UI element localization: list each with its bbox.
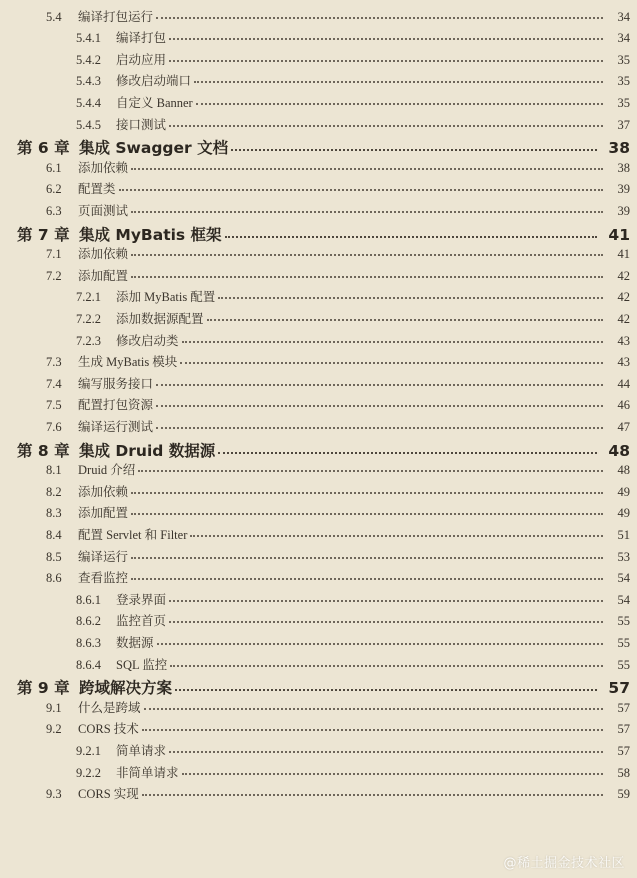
toc-entry-section	[0, 6, 637, 25]
toc-title: 添加依赖	[78, 247, 129, 262]
toc-number: 第 7 章	[17, 225, 70, 244]
toc-number: 5.4.2	[76, 52, 101, 67]
toc-number: 7.2.2	[76, 311, 101, 326]
toc-entry-section	[0, 200, 637, 219]
dot-leader	[131, 198, 603, 213]
toc-number: 7.1	[46, 247, 62, 262]
dot-leader	[169, 26, 603, 41]
toc-number: 9.3	[46, 787, 62, 802]
toc-title: 修改启动端口	[116, 74, 192, 89]
toc-entry-section	[0, 395, 637, 414]
toc-page-number: 48	[617, 463, 630, 478]
toc-page-number: 37	[617, 117, 630, 132]
toc-entry-subsection	[0, 654, 637, 673]
toc-entry-section	[0, 352, 637, 371]
toc-entry-subsection	[0, 611, 637, 630]
toc-entry-section	[0, 373, 637, 392]
dot-leader	[144, 695, 603, 710]
toc-entry-subsection	[0, 28, 637, 47]
toc-entry-section	[0, 697, 637, 716]
watermark: @稀土掘金技术社区	[503, 856, 625, 871]
toc-page-number: 55	[617, 614, 630, 629]
dot-leader	[169, 609, 603, 624]
dot-leader	[131, 501, 603, 516]
toc-page-number: 35	[617, 52, 630, 67]
dot-leader	[194, 69, 603, 84]
toc-title: 集成 Swagger 文档	[79, 139, 229, 158]
toc-title: 数据源	[116, 635, 154, 650]
toc-title: 非简单请求	[116, 765, 179, 780]
toc-page-number: 42	[617, 311, 630, 326]
toc-number: 8.6.1	[76, 592, 101, 607]
toc-number: 8.2	[46, 484, 62, 499]
dot-leader	[182, 760, 603, 775]
dot-leader	[138, 458, 603, 473]
toc-entry-subsection	[0, 114, 637, 133]
dot-leader	[190, 522, 603, 537]
toc-title: 跨域解决方案	[79, 679, 173, 698]
toc-title: 自定义 Banner	[116, 95, 193, 110]
toc-title: 生成 MyBatis 模块	[78, 355, 178, 370]
toc-number: 5.4.1	[76, 31, 101, 46]
toc-entry-section	[0, 179, 637, 198]
dot-leader	[175, 674, 597, 692]
toc-page-number: 55	[617, 635, 630, 650]
toc-title: CORS 技术	[78, 722, 139, 737]
toc-number: 5.4.4	[76, 95, 101, 110]
toc-page-number: 57	[608, 679, 630, 698]
toc-entry-section	[0, 524, 637, 543]
dot-leader	[169, 112, 603, 127]
toc-number: 6.1	[46, 160, 62, 175]
dot-leader	[156, 4, 603, 19]
toc-number: 7.5	[46, 398, 62, 413]
toc-page-number: 59	[617, 787, 630, 802]
toc-title: 编写服务接口	[78, 376, 154, 391]
toc-title: 编译运行测试	[78, 419, 154, 434]
toc-number: 9.2.1	[76, 743, 101, 758]
toc-entry-section	[0, 460, 637, 479]
dot-leader	[218, 436, 597, 454]
toc-page-number: 47	[617, 419, 630, 434]
toc-entry-subsection	[0, 308, 637, 327]
toc-title: 添加数据源配置	[116, 311, 204, 326]
toc-page-number: 55	[617, 657, 630, 672]
toc-title: 启动应用	[116, 52, 167, 67]
toc-entry-subsection	[0, 589, 637, 608]
toc-number: 5.4.3	[76, 74, 101, 89]
toc-number: 8.4	[46, 527, 62, 542]
toc-page-number: 49	[617, 484, 630, 499]
dot-leader	[156, 414, 603, 429]
toc-page-number: 39	[617, 182, 630, 197]
toc-page-number: 49	[617, 506, 630, 521]
toc-number: 8.5	[46, 549, 62, 564]
toc-entry-section	[0, 503, 637, 522]
dot-leader	[131, 155, 603, 170]
toc-title: 配置 Servlet 和 Filter	[78, 527, 188, 542]
toc-number: 5.4.5	[76, 117, 101, 132]
toc-page-number: 54	[617, 592, 630, 607]
toc-page-number: 38	[608, 139, 630, 158]
toc-number: 9.1	[46, 700, 62, 715]
dot-leader	[169, 738, 603, 753]
toc-number: 8.6.3	[76, 635, 101, 650]
toc-page-number: 43	[617, 333, 630, 348]
dot-leader	[156, 371, 603, 386]
dot-leader	[156, 393, 603, 408]
dot-leader	[169, 47, 603, 62]
dot-leader	[131, 263, 603, 278]
toc-number: 8.3	[46, 506, 62, 521]
toc-number: 7.6	[46, 419, 62, 434]
toc-page-number: 51	[617, 527, 630, 542]
toc-number: 7.4	[46, 376, 62, 391]
toc-entry-section	[0, 784, 637, 803]
dot-leader	[196, 90, 603, 105]
dot-leader	[231, 134, 597, 152]
toc-title: 查看监控	[78, 571, 129, 586]
toc-page-number: 58	[617, 765, 630, 780]
toc-page-number: 57	[617, 722, 630, 737]
dot-leader	[131, 544, 603, 559]
toc-number: 7.2.3	[76, 333, 101, 348]
toc-title: 集成 MyBatis 框架	[79, 225, 222, 244]
toc-entry-section	[0, 244, 637, 263]
toc-number: 5.4	[46, 9, 62, 24]
toc-title: 接口测试	[116, 117, 167, 132]
toc-title: 添加依赖	[78, 160, 129, 175]
toc-page-number: 42	[617, 268, 630, 283]
toc-entry-subsection	[0, 287, 637, 306]
toc-number: 第 6 章	[17, 139, 70, 158]
toc-title: 修改启动类	[116, 333, 179, 348]
dot-leader	[225, 220, 597, 238]
toc-title: 监控首页	[116, 614, 167, 629]
toc-title: CORS 实现	[78, 787, 139, 802]
toc-title: 简单请求	[116, 743, 167, 758]
toc-page-number: 43	[617, 355, 630, 370]
toc-number: 7.3	[46, 355, 62, 370]
toc-entry-section	[0, 265, 637, 284]
dot-leader	[157, 630, 603, 645]
toc-page-number: 35	[617, 74, 630, 89]
toc-page-number: 41	[608, 225, 630, 244]
dot-leader	[131, 566, 603, 581]
toc-title: 配置类	[78, 182, 116, 197]
toc-entry-subsection	[0, 762, 637, 781]
dot-leader	[119, 177, 603, 192]
toc-title: 配置打包资源	[78, 398, 154, 413]
toc-title: 页面测试	[78, 203, 129, 218]
toc-page-number: 34	[617, 31, 630, 46]
toc-number: 9.2	[46, 722, 62, 737]
toc-entry-section	[0, 546, 637, 565]
toc-title: 编译打包	[116, 31, 167, 46]
toc-page-number: 46	[617, 398, 630, 413]
toc-entry-section	[0, 568, 637, 587]
toc-page-number: 48	[608, 441, 630, 460]
dot-leader	[180, 350, 603, 365]
toc-title: 添加依赖	[78, 484, 129, 499]
toc-title: Druid 介绍	[78, 463, 136, 478]
toc-title: 什么是跨域	[78, 700, 141, 715]
toc-entry-subsection	[0, 632, 637, 651]
toc-number: 6.2	[46, 182, 62, 197]
toc-title: SQL 监控	[116, 657, 168, 672]
toc-page-number: 34	[617, 9, 630, 24]
toc-page-number: 35	[617, 95, 630, 110]
toc-number: 第 9 章	[17, 679, 70, 698]
toc-title: 添加 MyBatis 配置	[116, 290, 216, 305]
toc-title: 添加配置	[78, 268, 129, 283]
toc-page-number: 57	[617, 743, 630, 758]
toc-entry-section	[0, 416, 637, 435]
toc-page-number: 53	[617, 549, 630, 564]
toc-entry-section	[0, 481, 637, 500]
toc-entry-subsection	[0, 49, 637, 68]
dot-leader	[142, 782, 603, 797]
toc-number: 9.2.2	[76, 765, 101, 780]
toc-number: 7.2	[46, 268, 62, 283]
toc-entry-section	[0, 719, 637, 738]
toc-title: 集成 Druid 数据源	[79, 441, 216, 460]
toc-entry-section	[0, 157, 637, 176]
toc-title: 登录界面	[116, 592, 167, 607]
toc-number: 8.6.4	[76, 657, 101, 672]
dot-leader	[131, 242, 603, 257]
toc-entry-subsection	[0, 740, 637, 759]
toc-number: 8.6.2	[76, 614, 101, 629]
toc-title: 添加配置	[78, 506, 129, 521]
dot-leader	[170, 652, 603, 667]
toc-number: 7.2.1	[76, 290, 101, 305]
toc-entry-subsection	[0, 330, 637, 349]
dot-leader	[131, 479, 603, 494]
toc-page-number: 41	[617, 247, 630, 262]
toc-page-number: 42	[617, 290, 630, 305]
toc-number: 8.1	[46, 463, 62, 478]
dot-leader	[169, 587, 603, 602]
toc-entry-subsection	[0, 71, 637, 90]
toc-page-number: 44	[617, 376, 630, 391]
dot-leader	[207, 306, 603, 321]
dot-leader	[142, 717, 603, 732]
toc-title: 编译运行	[78, 549, 129, 564]
toc-number: 第 8 章	[17, 441, 70, 460]
toc-title: 编译打包运行	[78, 9, 154, 24]
toc-number: 6.3	[46, 203, 62, 218]
toc-page-number: 38	[617, 160, 630, 175]
toc-number: 8.6	[46, 571, 62, 586]
toc-page-number: 57	[617, 700, 630, 715]
toc-page-number: 39	[617, 203, 630, 218]
toc-page-number: 54	[617, 571, 630, 586]
toc-entry-subsection	[0, 92, 637, 111]
dot-leader	[182, 328, 603, 343]
dot-leader	[218, 285, 603, 300]
